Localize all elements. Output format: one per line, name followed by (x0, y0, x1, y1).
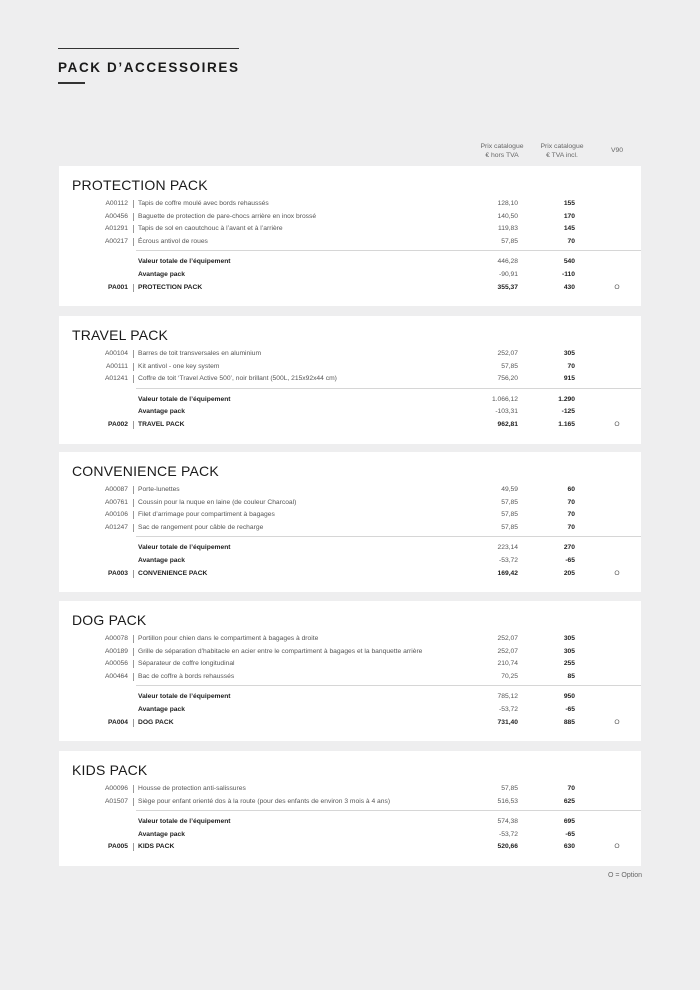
item-description: Siège pour enfant orienté dos à la route (pour des enfants de environ 3 mois à 4 ans) (138, 797, 391, 805)
price-excl-vat: 516,53 (497, 797, 518, 805)
price-incl-vat: 630 (563, 843, 575, 851)
item-code: A00464 (104, 672, 128, 680)
item-row (59, 484, 641, 496)
item-code: PA003 (108, 569, 128, 577)
price-incl-vat: -65 (565, 557, 575, 564)
option-marker: O (614, 569, 620, 577)
price-excl-vat: 57,85 (501, 498, 518, 506)
price-incl-vat: 70 (567, 511, 575, 519)
price-incl-vat: 305 (563, 647, 575, 655)
item-description: Avantage pack (138, 706, 185, 713)
price-excl-vat: 169,42 (497, 569, 518, 577)
pack-card (59, 166, 641, 306)
item-description: Barres de toit transversales en aluminium (138, 350, 262, 357)
item-code: A00456 (104, 212, 128, 220)
price-excl-vat: 355,37 (497, 283, 518, 291)
pack-title: KIDS PACK (72, 762, 148, 778)
item-code: A00104 (104, 350, 128, 357)
item-row (59, 223, 641, 235)
price-incl-vat: 70 (567, 362, 575, 370)
column-header-price-excl-line1: Prix catalogue (480, 143, 524, 150)
separator-bar (133, 785, 134, 793)
pack-total-row (59, 841, 641, 853)
price-excl-vat: 57,85 (501, 511, 518, 519)
item-description: Sac de rangement pour câble de recharge (138, 523, 264, 531)
item-description: Portillon pour chien dans le compartiment à bagages à droite (138, 635, 319, 642)
separator-bar (133, 660, 134, 668)
price-incl-vat: -65 (565, 706, 575, 713)
price-excl-vat: -53,72 (499, 830, 518, 838)
separator-bar (133, 238, 134, 246)
price-excl-vat: 210,74 (497, 660, 518, 668)
item-code: A00096 (104, 785, 128, 792)
separator-bar (133, 511, 134, 519)
item-description: Porte-lunettes (138, 486, 180, 493)
separator-bar (133, 635, 134, 643)
price-excl-vat: 252,07 (497, 647, 518, 655)
item-code: PA005 (108, 843, 128, 851)
total-value-row (59, 542, 641, 554)
item-description: Séparateur de coffre longitudinal (138, 660, 235, 668)
separator-bar (133, 350, 134, 358)
item-row (59, 671, 641, 683)
item-code: A00106 (104, 511, 128, 519)
price-excl-vat: 49,59 (501, 486, 518, 493)
item-code: A00761 (104, 498, 128, 506)
pack-divider (136, 685, 641, 686)
item-row (59, 783, 641, 795)
price-incl-vat: 1.290 (558, 395, 575, 403)
pack-divider (136, 536, 641, 537)
price-incl-vat: 70 (567, 237, 575, 245)
item-code: A00087 (104, 486, 128, 493)
price-excl-vat: -103,31 (495, 408, 518, 416)
price-excl-vat: 731,40 (497, 718, 518, 726)
item-row (59, 211, 641, 223)
item-description: Valeur totale de l’équipement (138, 395, 231, 403)
price-incl-vat: 305 (563, 635, 575, 642)
price-incl-vat: 1.165 (558, 421, 575, 428)
column-header-price-incl (532, 142, 592, 160)
item-code: A00078 (104, 635, 128, 642)
item-description: Valeur totale de l’équipement (138, 693, 231, 701)
price-excl-vat: 140,50 (497, 212, 518, 220)
price-excl-vat: 252,07 (497, 635, 518, 642)
item-description: Avantage pack (138, 557, 185, 564)
pack-total-row (59, 568, 641, 580)
price-incl-vat: -65 (565, 830, 575, 838)
price-incl-vat: 170 (563, 212, 575, 220)
price-incl-vat: 70 (567, 498, 575, 506)
price-excl-vat: 223,14 (497, 544, 518, 552)
column-header-price-excl (472, 142, 532, 160)
item-row (59, 646, 641, 658)
price-excl-vat: 57,85 (501, 237, 518, 245)
item-row (59, 373, 641, 385)
item-code: A00112 (105, 200, 128, 207)
separator-bar (133, 375, 134, 383)
total-value-row (59, 691, 641, 703)
price-excl-vat: 57,85 (501, 785, 518, 792)
separator-bar (133, 798, 134, 806)
option-marker: O (614, 843, 620, 851)
price-excl-vat: 119,83 (498, 225, 518, 233)
separator-bar (133, 524, 134, 532)
item-description: Coussin pour la nuque en laine (de couleur Charcoal) (138, 498, 297, 506)
item-description: Grille de séparation d’habitacle en acier entre le compartiment à bagages et la banquette arrière (138, 647, 423, 655)
item-description: TRAVEL PACK (138, 421, 185, 428)
separator-bar (133, 570, 134, 578)
item-description: Valeur totale de l’équipement (138, 818, 231, 826)
item-code: PA002 (108, 421, 128, 428)
price-excl-vat: 756,20 (497, 375, 518, 383)
item-row (59, 633, 641, 645)
item-description: Valeur totale de l’équipement (138, 544, 231, 552)
price-incl-vat: 305 (563, 350, 575, 357)
price-incl-vat: 430 (563, 283, 575, 291)
pack-total-row (59, 282, 641, 294)
item-code: A00217 (104, 237, 128, 245)
item-description: Housse de protection anti-salissures (138, 785, 246, 792)
price-excl-vat: -53,72 (499, 557, 518, 564)
item-description: Avantage pack (138, 830, 185, 838)
item-code: PA004 (108, 718, 128, 726)
item-description: Écrous antivol de roues (138, 237, 208, 245)
price-excl-vat: 962,81 (497, 421, 518, 428)
price-incl-vat: 915 (563, 375, 575, 383)
price-incl-vat: 540 (563, 258, 575, 266)
price-excl-vat: 574,38 (497, 818, 518, 826)
price-excl-vat: 70,25 (501, 672, 518, 680)
separator-bar (133, 363, 134, 371)
pack-total-row (59, 419, 641, 431)
advantage-row (59, 829, 641, 841)
title-underline (58, 82, 85, 84)
pack-card (59, 601, 641, 741)
price-excl-vat: 252,07 (497, 350, 518, 357)
pack-title: CONVENIENCE PACK (72, 463, 219, 479)
pack-title: PROTECTION PACK (72, 177, 208, 193)
price-incl-vat: 155 (563, 200, 575, 207)
advantage-row (59, 555, 641, 567)
item-row (59, 796, 641, 808)
separator-bar (133, 225, 134, 233)
pack-total-row (59, 717, 641, 729)
price-incl-vat: 205 (563, 569, 575, 577)
item-code: A01241 (104, 375, 128, 383)
top-rule (58, 48, 239, 49)
price-incl-vat: 950 (563, 693, 575, 701)
separator-bar (133, 843, 134, 851)
price-incl-vat: 255 (563, 660, 575, 668)
pack-divider (136, 810, 641, 811)
price-incl-vat: 270 (563, 544, 575, 552)
price-excl-vat: 1.066,12 (491, 395, 518, 403)
item-row (59, 348, 641, 360)
item-description: Tapis de sol en caoutchouc à l’avant et à l’arrière (138, 225, 283, 233)
item-row (59, 658, 641, 670)
price-excl-vat: 57,85 (501, 523, 518, 531)
item-row (59, 509, 641, 521)
price-excl-vat: 128,10 (497, 200, 518, 207)
pack-card (59, 751, 641, 866)
separator-bar (133, 499, 134, 507)
item-row (59, 198, 641, 210)
total-value-row (59, 394, 641, 406)
pack-card (59, 452, 641, 592)
item-description: Avantage pack (138, 408, 185, 416)
item-description: Bac de coffre à bords rehaussés (138, 672, 235, 680)
item-code: A01507 (104, 797, 128, 805)
item-description: PROTECTION PACK (138, 283, 203, 291)
item-description: Avantage pack (138, 271, 185, 278)
item-code: PA001 (108, 283, 128, 291)
item-row (59, 497, 641, 509)
item-description: KIDS PACK (138, 843, 175, 851)
pack-card (59, 316, 641, 444)
column-header-price-incl-line2: € TVA incl. (546, 152, 578, 159)
price-incl-vat: 695 (563, 818, 575, 826)
advantage-row (59, 406, 641, 418)
price-incl-vat: -125 (561, 408, 575, 416)
advantage-row (59, 269, 641, 281)
item-description: Coffre de toit ‘Travel Active 500’, noir brillant (500L, 215x92x44 cm) (138, 375, 337, 383)
item-code: A01291 (104, 225, 128, 233)
legend: O = Option (607, 872, 642, 879)
item-description: DOG PACK (138, 718, 174, 726)
item-code: A00056 (104, 660, 128, 668)
price-excl-vat: -90,91 (499, 271, 518, 278)
item-code: A00189 (104, 647, 128, 655)
advantage-row (59, 704, 641, 716)
price-incl-vat: 885 (563, 718, 575, 726)
total-value-row (59, 256, 641, 268)
separator-bar (133, 200, 134, 208)
option-marker: O (614, 421, 620, 428)
column-header-model: V90 (610, 147, 624, 154)
separator-bar (133, 421, 134, 429)
item-row (59, 522, 641, 534)
option-marker: O (614, 283, 620, 291)
price-incl-vat: 70 (567, 785, 575, 792)
pack-title: DOG PACK (72, 612, 147, 628)
item-description: Filet d’arrimage pour compartiment à bagages (138, 511, 275, 519)
item-row (59, 361, 641, 373)
page-title: PACK D’ACCESSOIRES (58, 60, 240, 75)
item-description: Valeur totale de l’équipement (138, 258, 231, 266)
separator-bar (133, 648, 134, 656)
column-header-price-excl-line2: € hors TVA (485, 152, 519, 159)
price-excl-vat: 57,85 (501, 362, 518, 370)
price-incl-vat: 70 (567, 523, 575, 531)
separator-bar (133, 284, 134, 292)
item-code: A00111 (105, 362, 128, 370)
price-incl-vat: 145 (563, 225, 575, 233)
item-row (59, 236, 641, 248)
item-description: Baguette de protection de pare-chocs arrière en inox brossé (138, 212, 317, 220)
separator-bar (133, 486, 134, 494)
price-incl-vat: 625 (563, 797, 575, 805)
option-marker: O (614, 718, 620, 726)
separator-bar (133, 719, 134, 727)
pack-divider (136, 388, 641, 389)
pack-divider (136, 250, 641, 251)
item-description: Tapis de coffre moulé avec bords rehaussés (138, 200, 269, 207)
pack-title: TRAVEL PACK (72, 327, 169, 343)
price-excl-vat: -53,72 (499, 706, 518, 713)
price-excl-vat: 446,28 (497, 258, 518, 266)
item-description: Kit antivol - one key system (138, 362, 220, 370)
column-header-price-incl-line1: Prix catalogue (540, 143, 584, 150)
price-incl-vat: 60 (567, 486, 575, 493)
total-value-row (59, 816, 641, 828)
separator-bar (133, 673, 134, 681)
item-description: CONVENIENCE PACK (138, 569, 208, 577)
price-excl-vat: 520,66 (497, 843, 518, 851)
price-incl-vat: -110 (561, 271, 575, 278)
item-code: A01247 (104, 523, 128, 531)
price-incl-vat: 85 (567, 672, 575, 680)
price-excl-vat: 785,12 (497, 693, 518, 701)
separator-bar (133, 213, 134, 221)
